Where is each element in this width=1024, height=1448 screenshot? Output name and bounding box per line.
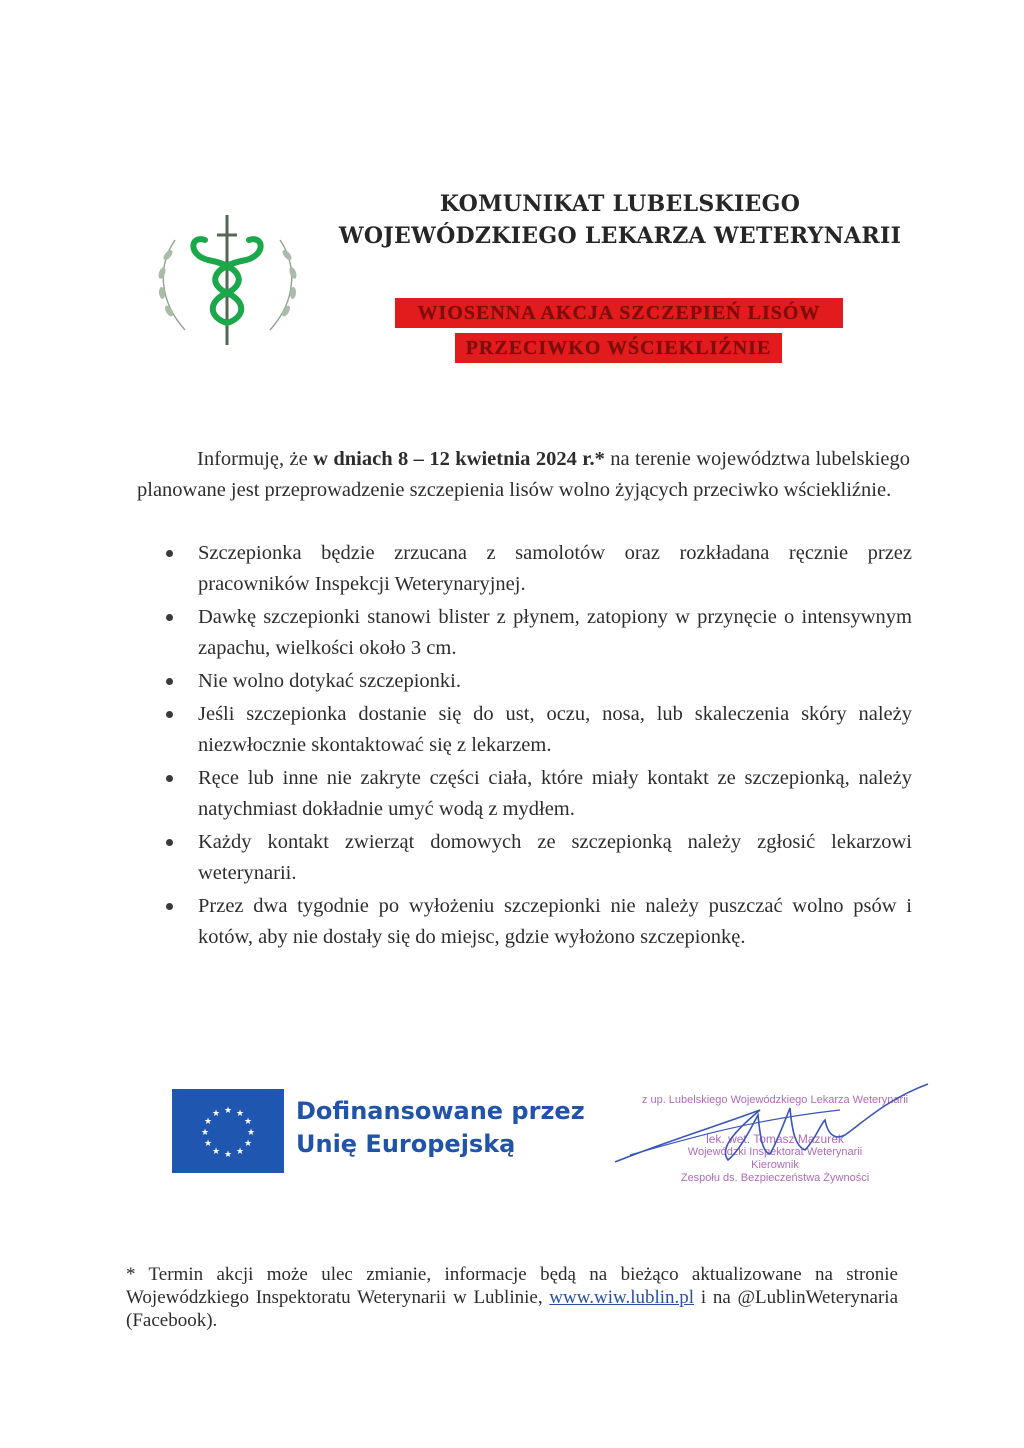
footnote <box>126 1263 898 1332</box>
stamp-line-5: Zespołu ds. Bezpieczeństwa Żywności <box>680 1172 870 1184</box>
footnote-after: i na @LublinWeterynaria (Facebook). <box>126 1287 898 1331</box>
svg-text:★: ★ <box>211 1109 221 1119</box>
svg-text:★: ★ <box>235 1109 245 1119</box>
svg-text:★: ★ <box>235 1147 245 1157</box>
intro-text-after: na terenie województwa lubelskiego planowane jest przeprowadzenie szczepienia lisów wolno żyjących przeciwko wściekliźnie. <box>137 448 910 501</box>
list-item: Jeśli szczepionka dostanie się do ust, oczu, nosa, lub skaleczenia skóry należy niezwłocznie skontaktować się z lekarzem. <box>160 699 912 761</box>
bullet-icon <box>166 711 173 718</box>
bullet-icon <box>166 550 173 557</box>
svg-text:★: ★ <box>223 1106 233 1116</box>
veterinary-caduceus-logo <box>150 205 305 350</box>
list-item: Ręce lub inne nie zakryte części ciała, które miały kontakt ze szczepionką, należy natychmiast dokładnie umyć wodą z mydłem. <box>160 763 912 825</box>
bullet-icon <box>166 614 173 621</box>
official-stamp <box>610 1080 940 1190</box>
bullet-icon <box>166 903 173 910</box>
list-item: Dawkę szczepionki stanowi blister z płynem, zatopiony w przynęcie o intensywnym zapachu, wielkości około 3 cm. <box>160 602 912 664</box>
campaign-banner-line-1: WIOSENNA AKCJA SZCZEPIEŃ LISÓW <box>395 298 843 328</box>
svg-text:★: ★ <box>200 1128 210 1138</box>
svg-text:★: ★ <box>223 1150 233 1160</box>
stamp-line-4: Kierownik <box>751 1159 799 1171</box>
svg-text:★: ★ <box>203 1139 213 1149</box>
svg-text:★: ★ <box>243 1139 253 1149</box>
list-item: Przez dwa tygodnie po wyłożeniu szczepionki nie należy puszczać wolno psów i kotów, aby nie dostały się do miejsc, gdzie wyłożono szczepionkę. <box>160 891 912 953</box>
stamp-line-2: lek. wet. Tomasz Mazurek <box>706 1132 844 1146</box>
eu-funding-line-1: Dofinansowane przez <box>296 1097 585 1125</box>
campaign-banner-line-2: PRZECIWKO WŚCIEKLIŹNIE <box>455 333 782 363</box>
handwritten-signature <box>610 1080 940 1190</box>
footnote-text: * Termin akcji może ulec zmianie, informacje będą na bieżąco aktualizowane na stronie Wojewódzkiego Inspektoratu Weterynarii w Lublinie, <box>126 1264 898 1308</box>
bullet-icon <box>166 775 173 782</box>
list-item: Nie wolno dotykać szczepionki. <box>160 666 912 697</box>
website-link[interactable]: www.wiw.lublin.pl <box>549 1287 695 1308</box>
header-title <box>330 188 910 252</box>
stamp-line-3: Wojewódzki Inspektorat Weterynarii <box>687 1146 863 1158</box>
eu-flag-icon <box>172 1089 284 1173</box>
svg-text:★: ★ <box>243 1117 253 1127</box>
stamp-line-1: z up. Lubelskiego Wojewódzkiego Lekarza Weterynarii <box>641 1094 909 1106</box>
bullet-icon <box>166 839 173 846</box>
intro-paragraph <box>137 444 910 506</box>
eu-funding-text <box>296 1095 585 1161</box>
svg-text:★: ★ <box>246 1128 256 1138</box>
list-item: Szczepionka będzie zrzucana z samolotów oraz rozkładana ręcznie przez pracowników Inspekcji Weterynaryjnej. <box>160 538 912 600</box>
eu-funding-line-2: Unię Europejską <box>296 1130 516 1158</box>
header-line-1: KOMUNIKAT LUBELSKIEGO <box>439 191 801 217</box>
intro-text-before: Informuję, że <box>197 448 314 470</box>
bullet-icon <box>166 678 173 685</box>
svg-text:★: ★ <box>211 1147 221 1157</box>
list-item: Każdy kontakt zwierząt domowych ze szczepionką należy zgłosić lekarzowi weterynarii. <box>160 827 912 889</box>
intro-dates: w dniach 8 – 12 kwietnia 2024 r.* <box>313 448 605 470</box>
header-line-2: WOJEWÓDZKIEGO LEKARZA WETERYNARII <box>338 223 902 249</box>
instructions-list <box>160 538 912 955</box>
svg-text:★: ★ <box>203 1117 213 1127</box>
